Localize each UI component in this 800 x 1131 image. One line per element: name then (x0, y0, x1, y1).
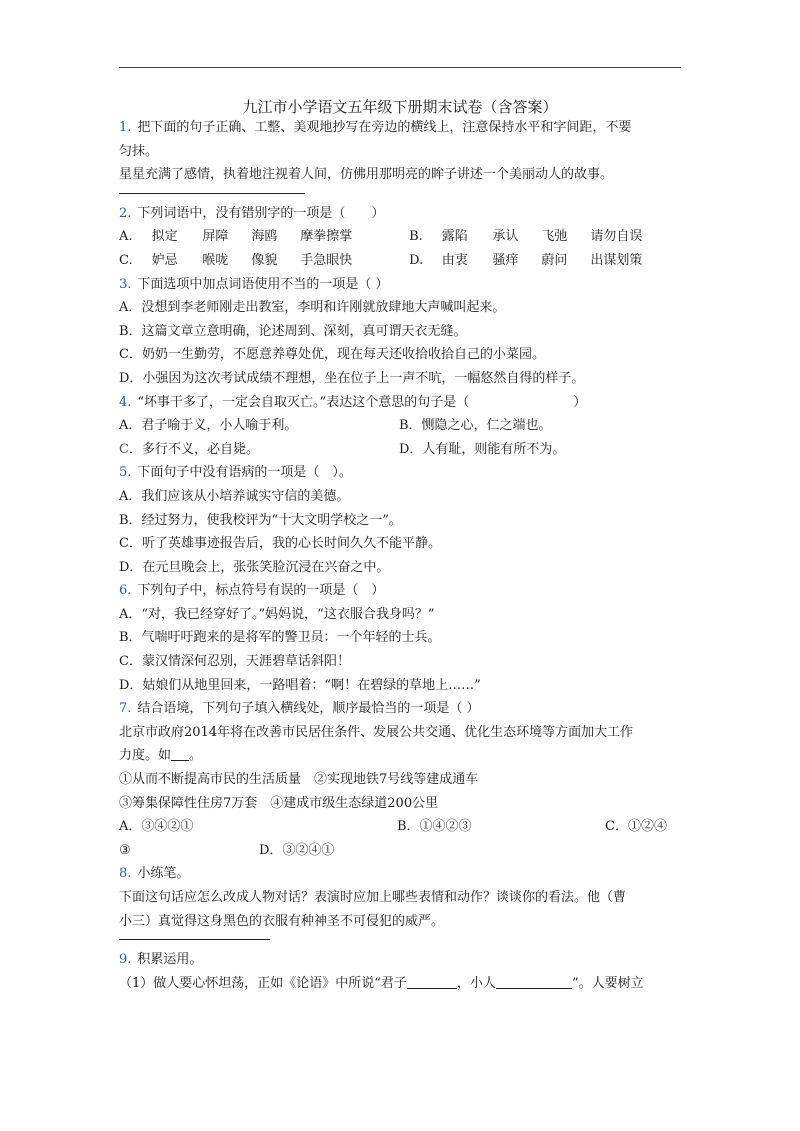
q6-stem: 6. 下列句子中，标点符号有误的一项是（ ） (119, 583, 385, 599)
q7-stem: 7. 结合语境，下列句子填入横线处，顺序最恰当的一项是（ ） (119, 701, 480, 717)
q3-option-d: D．小强因为这次考试成绩不理想，坐在位子上一声不吭，一幅悠然自得的样子。 (119, 370, 585, 386)
q7-items-line2: ③筹集保障性住房7万套 ④建成市级生态绿道200公里 (119, 795, 439, 811)
q7-option-c: C．①②④ (605, 819, 667, 835)
q9-number: 9. (119, 952, 132, 968)
q5-option-b: B．经过努力，使我校评为“十大文明学校之一”。 (119, 512, 402, 528)
q4-option-b: B．恻隐之心，仁之端也。 (399, 418, 552, 434)
q8-stem: 8. 小练笔。 (119, 866, 190, 882)
q9-stem: 9. 积累运用。 (119, 952, 203, 968)
q4-options-ab (119, 414, 681, 438)
q5-option-c: C．听了英雄事迹报告后，我的心长时间久久不能平静。 (119, 536, 441, 552)
q7-option-d: D．③②④① (259, 842, 335, 858)
q1-stem-line1: 1. 把下面的句子正确、工整、美观地抄写在旁边的横线上，注意保持水平和字间距，不要 (119, 120, 632, 135)
q7-number: 7. (119, 701, 132, 717)
q5-option-d: D．在元旦晚会上，张张笑脸沉浸在兴奋之中。 (119, 559, 390, 575)
q8-answer-line (119, 933, 681, 948)
q6-option-a: A．“对，我已经穿好了。”妈妈说，“这衣服合我身吗？” (119, 606, 435, 622)
q7-items-line1: ①从而不断提高市民的生活质量 ②实现地铁7号线等建成通车 (119, 772, 479, 788)
q7-text-line2: 力度。如 。 (119, 748, 203, 764)
q7-blank (171, 746, 189, 761)
q1-answer-line (119, 187, 681, 202)
exam-content (119, 116, 681, 995)
page-title: 九江市小学语文五年级下册期末试卷（含答案） (242, 98, 558, 116)
q2-options-cd: C. 妒忌 喉咙 像貌 手急眼快 D. 由衷 骚痒 蔚问 出谋划策 (119, 252, 643, 268)
q9-blank-1[interactable] (407, 974, 457, 989)
q4-option-d: D．人有耻，则能有所不为。 (399, 441, 566, 457)
q6-option-d: D．姑娘们从地里回来，一路唱着：“啊！在碧绿的草地上……” (119, 677, 481, 693)
q5-number: 5. (119, 465, 132, 481)
q7-option-c-wrap: ③ (119, 842, 131, 858)
q6-number: 6. (119, 583, 132, 599)
q4-option-a: A．君子喻于义，小人喻于利。 (119, 418, 298, 434)
q1-stem-line2: 匀抹。 (119, 143, 159, 159)
q1-sentence: 星星充满了感情，执着地注视着人间，仿佛用那明亮的眸子讲述一个美丽动人的故事。 (119, 167, 614, 183)
q3-stem: 3. 下面选项中加点词语使用不当的一项是（ ） (119, 276, 389, 292)
q6-option-c: C．蒙汉情深何忍别，天涯碧草话斜阳！ (119, 654, 350, 670)
q5-option-a: A．我们应该从小培养诚实守信的美德。 (119, 488, 350, 504)
q5-stem: 5. 下面句子中没有语病的一项是（ ）。 (119, 465, 352, 481)
q9-blank-2[interactable] (496, 974, 572, 989)
q4-options-cd (119, 438, 681, 462)
q7-options-wrap (119, 839, 681, 863)
q8-text-line1: 下面这句话应怎么改成人物对话？表演时应加上哪些表情和动作？谈谈你的看法。他（曹 (119, 890, 627, 905)
q3-option-c: C．奶奶一生勤劳，不愿意养尊处优，现在每天还收拾收拾自己的小菜园。 (119, 347, 545, 363)
q7-text-line1: 北京市政府2014年将在改善市民居住条件、发展公共交通、优化生态环境等方面加大工作 (119, 724, 634, 740)
q4-stem: 4. “坏事干多了，一定会自取灭亡。”表达这个意思的句子是（ ） (119, 394, 587, 410)
q2-options-ab: A. 拟定 屏障 海鸥 摩拳擦掌 B. 露陷 承认 飞弛 请勿自误 (119, 229, 643, 245)
header-rule (119, 67, 681, 68)
q8-text-line2: 小三）真觉得这身黑色的衣服有种神圣不可侵犯的威严。 (119, 913, 445, 929)
q6-option-b: B．气喘吁吁跑来的是将军的警卫员：一个年轻的士兵。 (119, 630, 441, 646)
q8-number: 8. (119, 866, 132, 882)
q2-number: 2. (119, 205, 132, 221)
q4-option-c: C．多行不义，必自毙。 (119, 441, 259, 457)
q3-number: 3. (119, 276, 132, 292)
q3-option-a: A．没想到李老师刚走出教室，李明和许刚就放肆地大声喊叫起来。 (119, 300, 506, 316)
q1-number: 1. (119, 120, 132, 135)
q9-line1: （1）做人要心怀坦荡，正如《论语》中所说“君子 ，小人 ”。人要树立 (119, 975, 644, 991)
q7-options (119, 815, 681, 839)
q3-option-b: B．这篇文章立意明确，论述周到、深刻，真可谓天衣无缝。 (119, 323, 467, 339)
q4-number: 4. (119, 394, 132, 410)
q7-option-a: A．③④②① (119, 819, 194, 835)
q7-option-b: B．①④②③ (397, 819, 472, 835)
q2-stem: 2. 下列词语中，没有错别字的一项是（ ） (119, 205, 385, 221)
